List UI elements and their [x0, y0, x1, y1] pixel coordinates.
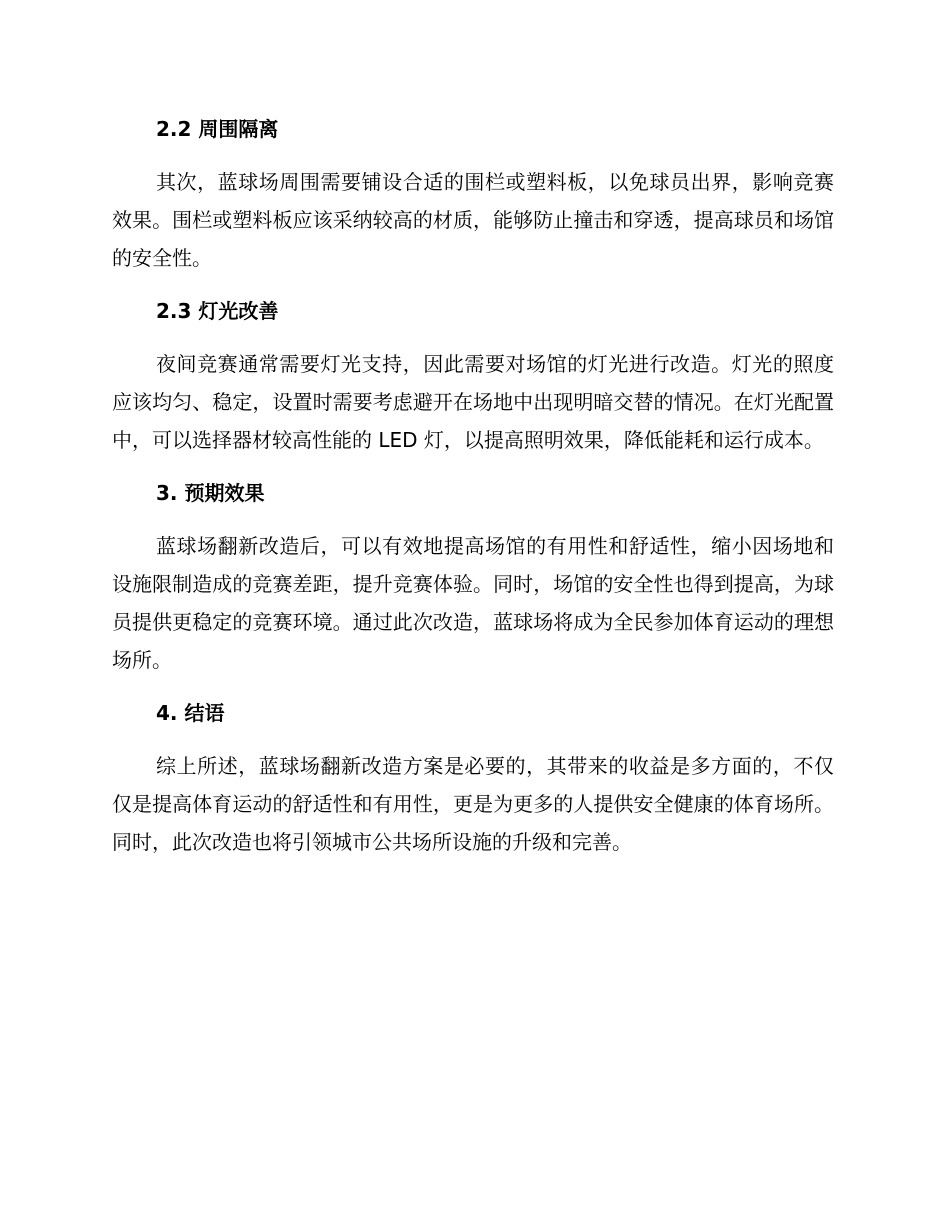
- section-conclusion: [112, 697, 834, 861]
- section-heading: 2.3 灯光改善: [156, 299, 279, 323]
- document-body: [112, 113, 834, 879]
- section-paragraph: 夜间竞赛通常需要灯光支持，因此需要对场馆的灯光进行改造。灯光的照度应该均匀、稳定，设置时需要考虑避开在场地中出现明暗交替的情况。在灯光配置中，可以选择器材较高性能的 LED 灯，以提高照明效果，降低能耗和运行成本。: [112, 352, 834, 452]
- section-surrounding-isolation: [112, 113, 834, 277]
- section-paragraph: 蓝球场翻新改造后，可以有效地提高场馆的有用性和舒适性，缩小因场地和设施限制造成的竞赛差距，提升竞赛体验。同时，场馆的安全性也得到提高，为球员提供更稳定的竞赛环境。通过此次改造，蓝球场将成为全民参加体育运动的理想场所。: [112, 534, 834, 672]
- section-paragraph: 其次，蓝球场周围需要铺设合适的围栏或塑料板，以免球员出界，影响竞赛效果。围栏或塑料板应该采纳较高的材质，能够防止撞击和穿透，提高球员和场馆的安全性。: [112, 170, 834, 270]
- section-heading: 2.2 周围隔离: [156, 117, 279, 141]
- section-expected-effect: [112, 477, 834, 679]
- section-lighting-improvement: [112, 295, 834, 459]
- section-heading: 4. 结语: [156, 701, 225, 725]
- section-heading: 3. 预期效果: [156, 481, 265, 505]
- section-paragraph: 综上所述，蓝球场翻新改造方案是必要的，其带来的收益是多方面的，不仅仅是提高体育运动的舒适性和有用性，更是为更多的人提供安全健康的体育场所。同时，此次改造也将引领城市公共场所设施的升级和完善。: [112, 754, 834, 854]
